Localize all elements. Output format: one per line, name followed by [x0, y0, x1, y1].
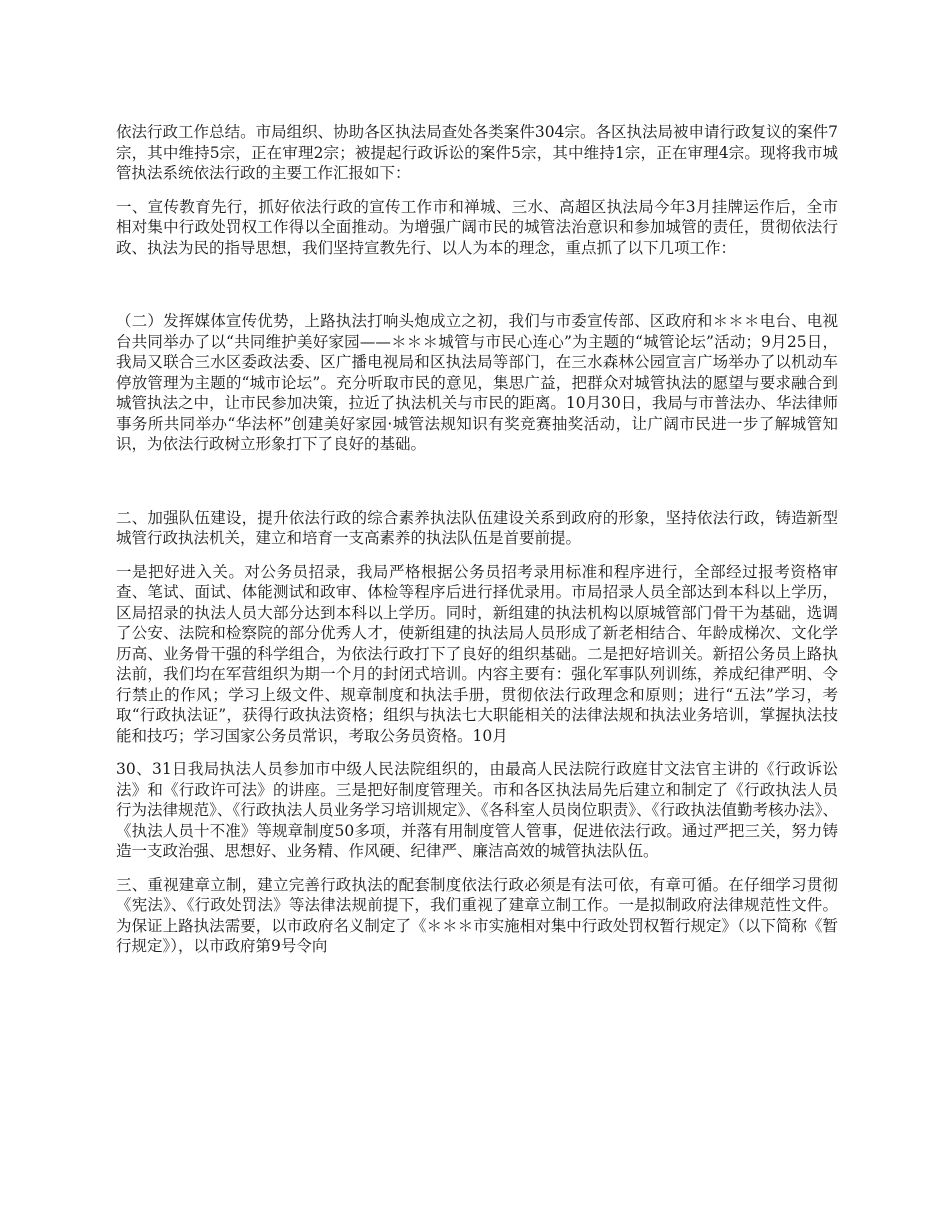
paragraph-media-promotion: （二）发挥媒体宣传优势，上路执法打响头炮成立之初，我们与市委宣传部、区政府和＊＊＊电台、电视台共同举办了以“共同维护美好家园——＊＊＊城管与市民心连心”为主题的“城管论坛”活动；9月25日，我局又联合三水区委政法委、区广播电视局和区执法局等部门，在三水森林公园宣言广场举办了以机动车停放管理为主题的“城市论坛”。充分听取市民的意见，集思广益，把群众对城管执法的愿望与要求融合到城管执法之中，让市民参加决策，拉近了执法机关与市民的距离。10月30日，我局与市普法办、华法律师事务所共同举办“华法杯”创建美好家园·城管法规知识有奖竞赛抽奖活动，让广阔市民进一步了解城管知识，为依法行政树立形象打下了良好的基础。	[116, 312, 838, 453]
paragraph-section-two: 二、加强队伍建设，提升依法行政的综合素养执法队伍建设关系到政府的形象，坚持依法行政，铸造新型城管行政执法机关，建立和培育一支高素养的执法队伍是首要前提。	[116, 508, 838, 547]
paragraph-section-one: 一、宣传教育先行，抓好依法行政的宣传工作市和禅城、三水、高超区执法局今年3月挂牌运作后，全市相对集中行政处罚权工作得以全面推动。为增强广阔市民的城管法治意识和参加城管的责任，贯彻依法行政、执法为民的指导思想，我们坚持宣教先行、以人为本的理念，重点抓了以下几项工作：	[116, 197, 838, 257]
paragraph-summary: 依法行政工作总结。市局组织、协助各区执法局查处各类案件304宗。各区执法局被申请行政复议的案件7宗，其中维持5宗，正在审理2宗；被提起行政诉讼的案件5宗，其中维持1宗，正在审理4宗。现将我市城管执法系统依法行政的主要工作汇报如下：	[116, 123, 838, 182]
document-body	[116, 122, 838, 970]
spacer	[116, 468, 838, 508]
paragraph-recruitment-training: 一是把好进入关。对公务员招录，我局严格根据公务员招考录用标准和程序进行，全部经过报考资格审查、笔试、面试、体能测试和政审、体检等程序后进行择优录用。市局招录人员全部达到本科以上学历，区局招录的执法人员大部分达到本科以上学历。同时，新组建的执法机构以原城管部门骨干为基础，选调了公安、法院和检察院的部分优秀人才，使新组建的执法局人员形成了新老相结合、年龄成梯次、文化学历高、业务骨干强的科学组合，为依法行政打下了良好的组织基础。二是把好培训关。新招公务员上路执法前，我们均在军营组织为期一个月的封闭式培训。内容主要有：强化军事队列训练，养成纪律严明、令行禁止的作风；学习上级文件、规章制度和执法手册，贯彻依法行政理念和原则；进行“五法”学习，考取“行政执法证”，获得行政执法资格；组织与执法七大职能相关的法律法规和执法业务培训，掌握执法技能和技巧；学习国家公务员常识，考取公务员资格。10月	[116, 562, 838, 745]
paragraph-section-three: 三、重视建章立制，建立完善行政执法的配套制度依法行政必须是有法可依，有章可循。在仔细学习贯彻《宪法》、《行政处罚法》等法律法规前提下，我们重视了建章立制工作。一是拟制政府法律规范性文件。为保证上路执法需要，以市政府名义制定了《＊＊＊市实施相对集中行政处罚权暂行规定》（以下简称《暂行规定》），以市政府第9号令向	[116, 875, 838, 955]
spacer	[116, 271, 838, 311]
paragraph-system-management: 30、31日我局执法人员参加市中级人民法院组织的，由最高人民法院行政庭甘文法官主讲的《行政诉讼法》和《行政许可法》的讲座。三是把好制度管理关。市和各区执法局先后建立和制定了《行政执法人员行为法律规范》、《行政执法人员业务学习培训规定》、《各科室人员岗位职责》、《行政执法值勤考核办法》、《执法人员十不准》等规章制度50多项，并落有用制度管人管事，促进依法行政。通过严把三关，努力铸造一支政治强、思想好、业务精、作风硬、纪律严、廉洁高效的城管执法队伍。	[116, 760, 838, 860]
